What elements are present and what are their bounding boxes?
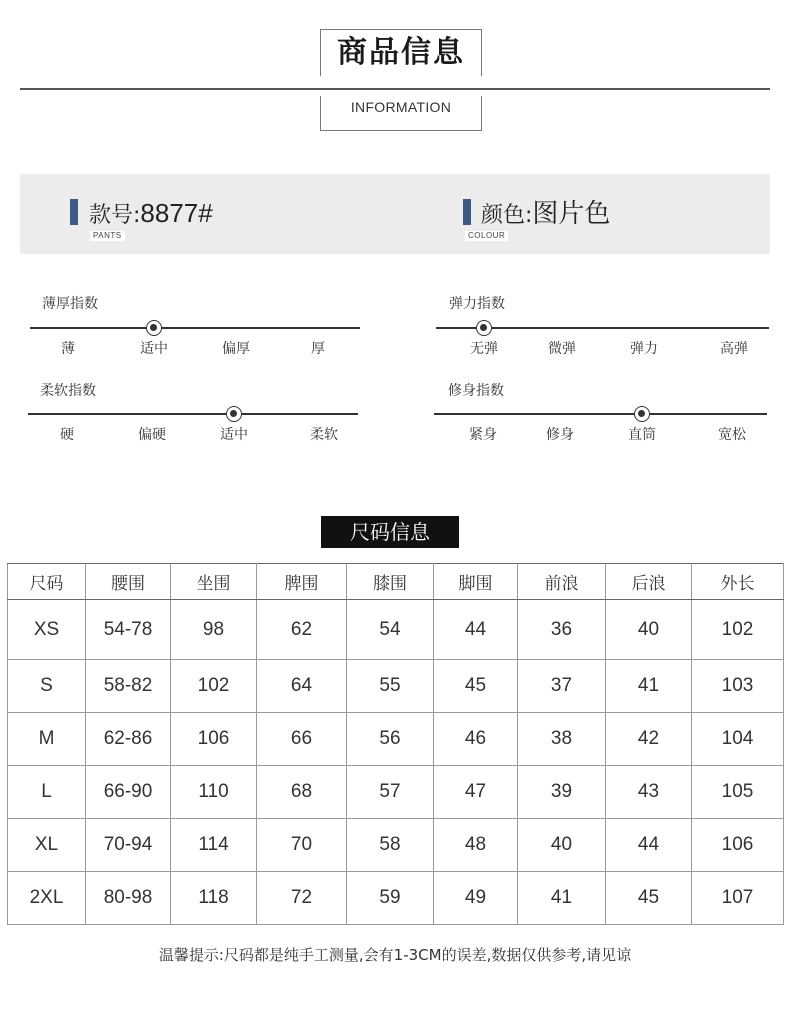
indicator-option: 适中: [220, 427, 248, 443]
table-cell: 44: [606, 819, 692, 872]
table-cell: L: [8, 766, 86, 819]
table-cell: 56: [347, 713, 434, 766]
indicator-selected-marker: [146, 320, 162, 336]
table-cell: 62-86: [86, 713, 171, 766]
table-cell: 54-78: [86, 600, 171, 660]
table-cell: 40: [518, 819, 606, 872]
table-cell: 54: [347, 600, 434, 660]
table-cell: 57: [347, 766, 434, 819]
table-cell: 103: [692, 660, 784, 713]
table-cell: XS: [8, 600, 86, 660]
table-cell: 110: [171, 766, 257, 819]
page-title: 商品信息: [337, 35, 465, 70]
table-cell: 102: [692, 600, 784, 660]
indicator-scale-line: [30, 327, 360, 329]
indicator-option: 柔软: [310, 427, 338, 443]
size-table-header-cell: 后浪: [606, 564, 692, 600]
table-row: [8, 766, 784, 819]
table-cell: 41: [518, 872, 606, 925]
table-row: [8, 819, 784, 872]
table-cell: 62: [257, 600, 347, 660]
table-cell: 48: [434, 819, 518, 872]
table-cell: 114: [171, 819, 257, 872]
size-table-header-cell: 腰围: [86, 564, 171, 600]
table-cell: XL: [8, 819, 86, 872]
indicator-selected-marker: [476, 320, 492, 336]
indicator-scale-line: [434, 413, 767, 415]
color-tag: COLOUR: [465, 231, 508, 241]
table-cell: 39: [518, 766, 606, 819]
table-row: [8, 872, 784, 925]
size-table-header-cell: 坐围: [171, 564, 257, 600]
color-info: [481, 200, 610, 227]
table-cell: 72: [257, 872, 347, 925]
style-number-label: 款号:: [89, 203, 141, 228]
indicator-option: 偏厚: [222, 341, 250, 357]
color-accent-bar: [463, 199, 471, 225]
size-table-title: 尺码信息: [321, 516, 459, 548]
style-tag: PANTS: [90, 231, 125, 241]
indicator-option: 宽松: [718, 427, 746, 443]
indicator-title: 修身指数: [448, 383, 504, 399]
table-cell: 46: [434, 713, 518, 766]
indicator-option: 直筒: [628, 427, 656, 443]
table-cell: 41: [606, 660, 692, 713]
table-cell: 38: [518, 713, 606, 766]
indicator-option: 适中: [140, 341, 168, 357]
style-accent-bar: [70, 199, 78, 225]
table-cell: 36: [518, 600, 606, 660]
indicator-option: 紧身: [469, 427, 497, 443]
indicator-option: 硬: [60, 427, 74, 443]
table-row: [8, 660, 784, 713]
indicator-title: 弹力指数: [449, 296, 505, 312]
table-cell: 64: [257, 660, 347, 713]
table-cell: 106: [171, 713, 257, 766]
table-cell: 43: [606, 766, 692, 819]
indicator-selected-marker: [226, 406, 242, 422]
table-cell: 42: [606, 713, 692, 766]
table-cell: 59: [347, 872, 434, 925]
header-divider: [20, 88, 770, 90]
indicator-title: 薄厚指数: [42, 296, 98, 312]
indicator-selected-marker: [634, 406, 650, 422]
table-cell: 45: [606, 872, 692, 925]
size-table-header: [8, 564, 784, 600]
table-cell: 44: [434, 600, 518, 660]
indicator-option: 厚: [311, 341, 325, 357]
indicator-option: 微弹: [548, 341, 576, 357]
size-table-header-cell: 外长: [692, 564, 784, 600]
table-cell: 104: [692, 713, 784, 766]
measurement-note: 温馨提示:尺码都是纯手工测量,会有1-3CM的误差,数据仅供参考,请见谅: [158, 946, 632, 964]
table-cell: S: [8, 660, 86, 713]
size-table-header-cell: 前浪: [518, 564, 606, 600]
table-row: [8, 713, 784, 766]
size-table-header-cell: 脾围: [257, 564, 347, 600]
table-cell: 45: [434, 660, 518, 713]
indicator-scale-line: [28, 413, 358, 415]
style-number-value: 8877#: [140, 198, 213, 228]
table-cell: 70: [257, 819, 347, 872]
color-value: 图片色: [532, 198, 611, 228]
table-cell: 40: [606, 600, 692, 660]
product-info-band: [20, 174, 770, 254]
table-cell: 49: [434, 872, 518, 925]
table-cell: 47: [434, 766, 518, 819]
table-cell: 37: [518, 660, 606, 713]
style-number: [89, 200, 213, 227]
indicator-option: 弹力: [630, 341, 658, 357]
table-cell: 106: [692, 819, 784, 872]
size-table-header-cell: 膝围: [347, 564, 434, 600]
size-table-header-cell: 尺码: [8, 564, 86, 600]
table-cell: 68: [257, 766, 347, 819]
table-cell: 66-90: [86, 766, 171, 819]
table-cell: 58-82: [86, 660, 171, 713]
size-table: [7, 563, 784, 925]
table-cell: M: [8, 713, 86, 766]
indicator-title: 柔软指数: [40, 383, 96, 399]
indicator-option: 无弹: [470, 341, 498, 357]
table-cell: 2XL: [8, 872, 86, 925]
size-table-header-cell: 脚围: [434, 564, 518, 600]
table-cell: 70-94: [86, 819, 171, 872]
table-cell: 58: [347, 819, 434, 872]
indicator-option: 修身: [546, 427, 574, 443]
table-cell: 102: [171, 660, 257, 713]
table-cell: 55: [347, 660, 434, 713]
table-cell: 118: [171, 872, 257, 925]
indicator-option: 偏硬: [138, 427, 166, 443]
page-subtitle: INFORMATION: [350, 99, 452, 115]
table-cell: 107: [692, 872, 784, 925]
table-cell: 105: [692, 766, 784, 819]
color-label: 颜色:: [481, 203, 533, 228]
indicator-option: 薄: [61, 341, 75, 357]
table-cell: 98: [171, 600, 257, 660]
table-cell: 80-98: [86, 872, 171, 925]
table-row: [8, 600, 784, 660]
table-cell: 66: [257, 713, 347, 766]
indicator-option: 高弹: [720, 341, 748, 357]
